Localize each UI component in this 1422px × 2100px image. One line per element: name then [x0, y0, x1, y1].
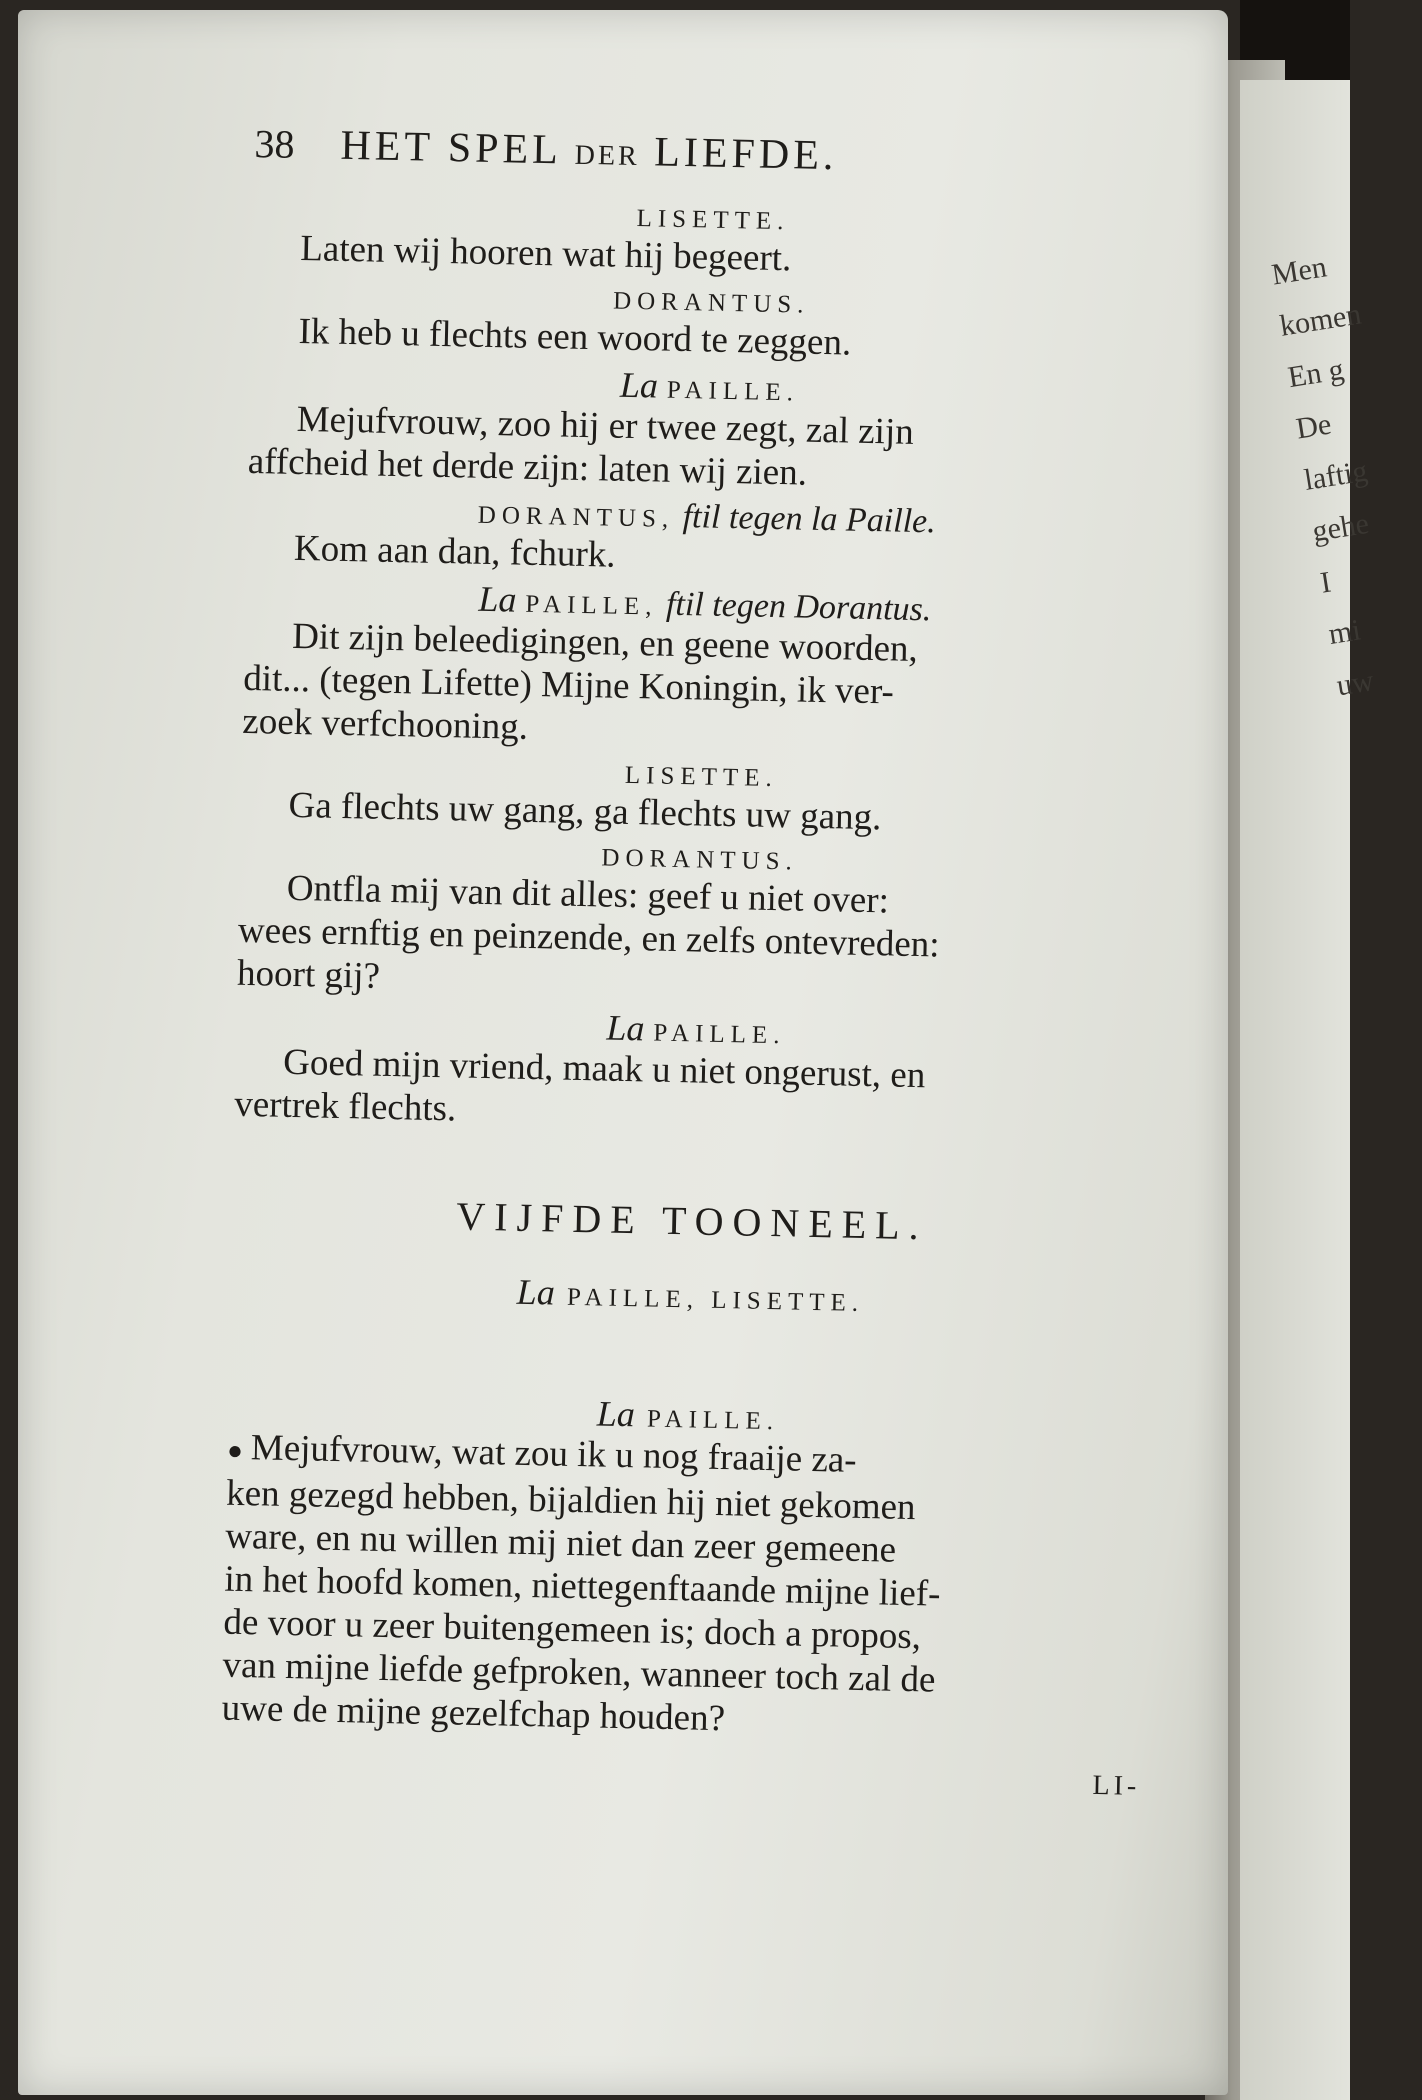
speech-line: ken gezegd hebben, bijaldien hij niet gekomen — [225, 1472, 916, 1529]
speaker-article: La — [478, 578, 526, 620]
speaker-label: PAILLE. — [646, 1405, 780, 1436]
speaker-article: La — [606, 1007, 654, 1049]
speaker-label: LISETTE. — [624, 761, 779, 793]
dialogue-line: hoort gij? — [236, 952, 381, 997]
ornament-icon: ● — [226, 1435, 244, 1466]
dialogue-line: Ik heb u flechts een woord te zeggen. — [298, 310, 852, 364]
speech-line: in het hoofd komen, niettegenftaande mijne lief- — [224, 1558, 941, 1615]
scene-title: VIJFDE TOONEEL. — [455, 1193, 929, 1249]
dialogue-line: dit... (tegen Lifette) Mijne Koningin, ik ver- — [242, 657, 895, 713]
stage-direction: ftil tegen Dorantus. — [657, 585, 932, 629]
dialogue-line: Laten wij hooren wat hij begeert. — [299, 227, 792, 280]
dialogue-line: Ga flechts uw gang, ga flechts uw gang. — [288, 784, 882, 839]
speech-line: uwe de mijne gezelfchap houden? — [221, 1687, 726, 1740]
header-title-part1: HET SPEL — [339, 122, 561, 174]
speech-line: van mijne liefde gefproken, wanneer toch zal de — [222, 1644, 936, 1701]
speech-lines — [221, 1426, 1147, 1749]
scene-cast-names: PAILLE, LISETTE. — [566, 1283, 865, 1318]
header-title-part3: LIEFDE. — [653, 129, 838, 180]
scene-cast — [230, 1265, 1151, 1326]
speaker-article: La — [619, 364, 668, 406]
dialogue-line: wees ernftig en peinzende, en zelfs ontevreden: — [237, 909, 940, 966]
stage-direction: ftil tegen la Paille. — [673, 497, 937, 541]
dialogue-line: affcheid het derde zijn: laten wij zien. — [247, 440, 808, 494]
dialogue-line: Ontfla mij van dit alles: geef u niet over: — [286, 867, 890, 922]
speaker-label: DORANTUS. — [612, 287, 810, 319]
speaker-label: PAILLE. — [666, 376, 800, 407]
dialogue-line: Dit zijn beleedigingen, en geene woorden, — [291, 615, 919, 670]
speaker-label: DORANTUS. — [601, 844, 799, 876]
page-number: 38 — [254, 120, 295, 167]
speech-line: ware, en nu willen mij niet dan zeer gemeene — [224, 1515, 897, 1571]
speaker-label: DORANTUS, — [477, 501, 675, 533]
header-title-part2: DER — [574, 139, 641, 173]
dialogue-line: Goed mijn vriend, maak u niet ongerust, en — [282, 1041, 926, 1097]
dialogue-line: zoek verfchooning. — [241, 700, 529, 748]
speaker-label: PAILLE, — [525, 590, 658, 621]
scene-cast-article: La — [516, 1271, 556, 1313]
page-content — [220, 120, 1175, 1803]
speech-line: de voor u zeer buitengemeen is; doch a propos, — [223, 1601, 922, 1658]
catchword: LI- — [1092, 1769, 1141, 1802]
dialogue-line: Kom aan dan, fchurk. — [293, 527, 616, 576]
speech-line: ● Mejufvrouw, wat zou ik u nog fraaije za- — [226, 1427, 858, 1481]
speaker-article: La — [596, 1393, 636, 1435]
speaker-label: LISETTE. — [636, 205, 790, 236]
dialogue-line: Mejufvrouw, zoo hij er twee zegt, zal zijn — [296, 398, 915, 453]
speaker-label: PAILLE. — [653, 1019, 786, 1050]
dialogue-line: vertrek flechts. — [233, 1083, 457, 1130]
scene-speech — [221, 1391, 1148, 1749]
dialogue-block — [234, 196, 1173, 1155]
facing-page-text: Men komen En g De laftig gehe I mi uw — [1269, 250, 1376, 703]
